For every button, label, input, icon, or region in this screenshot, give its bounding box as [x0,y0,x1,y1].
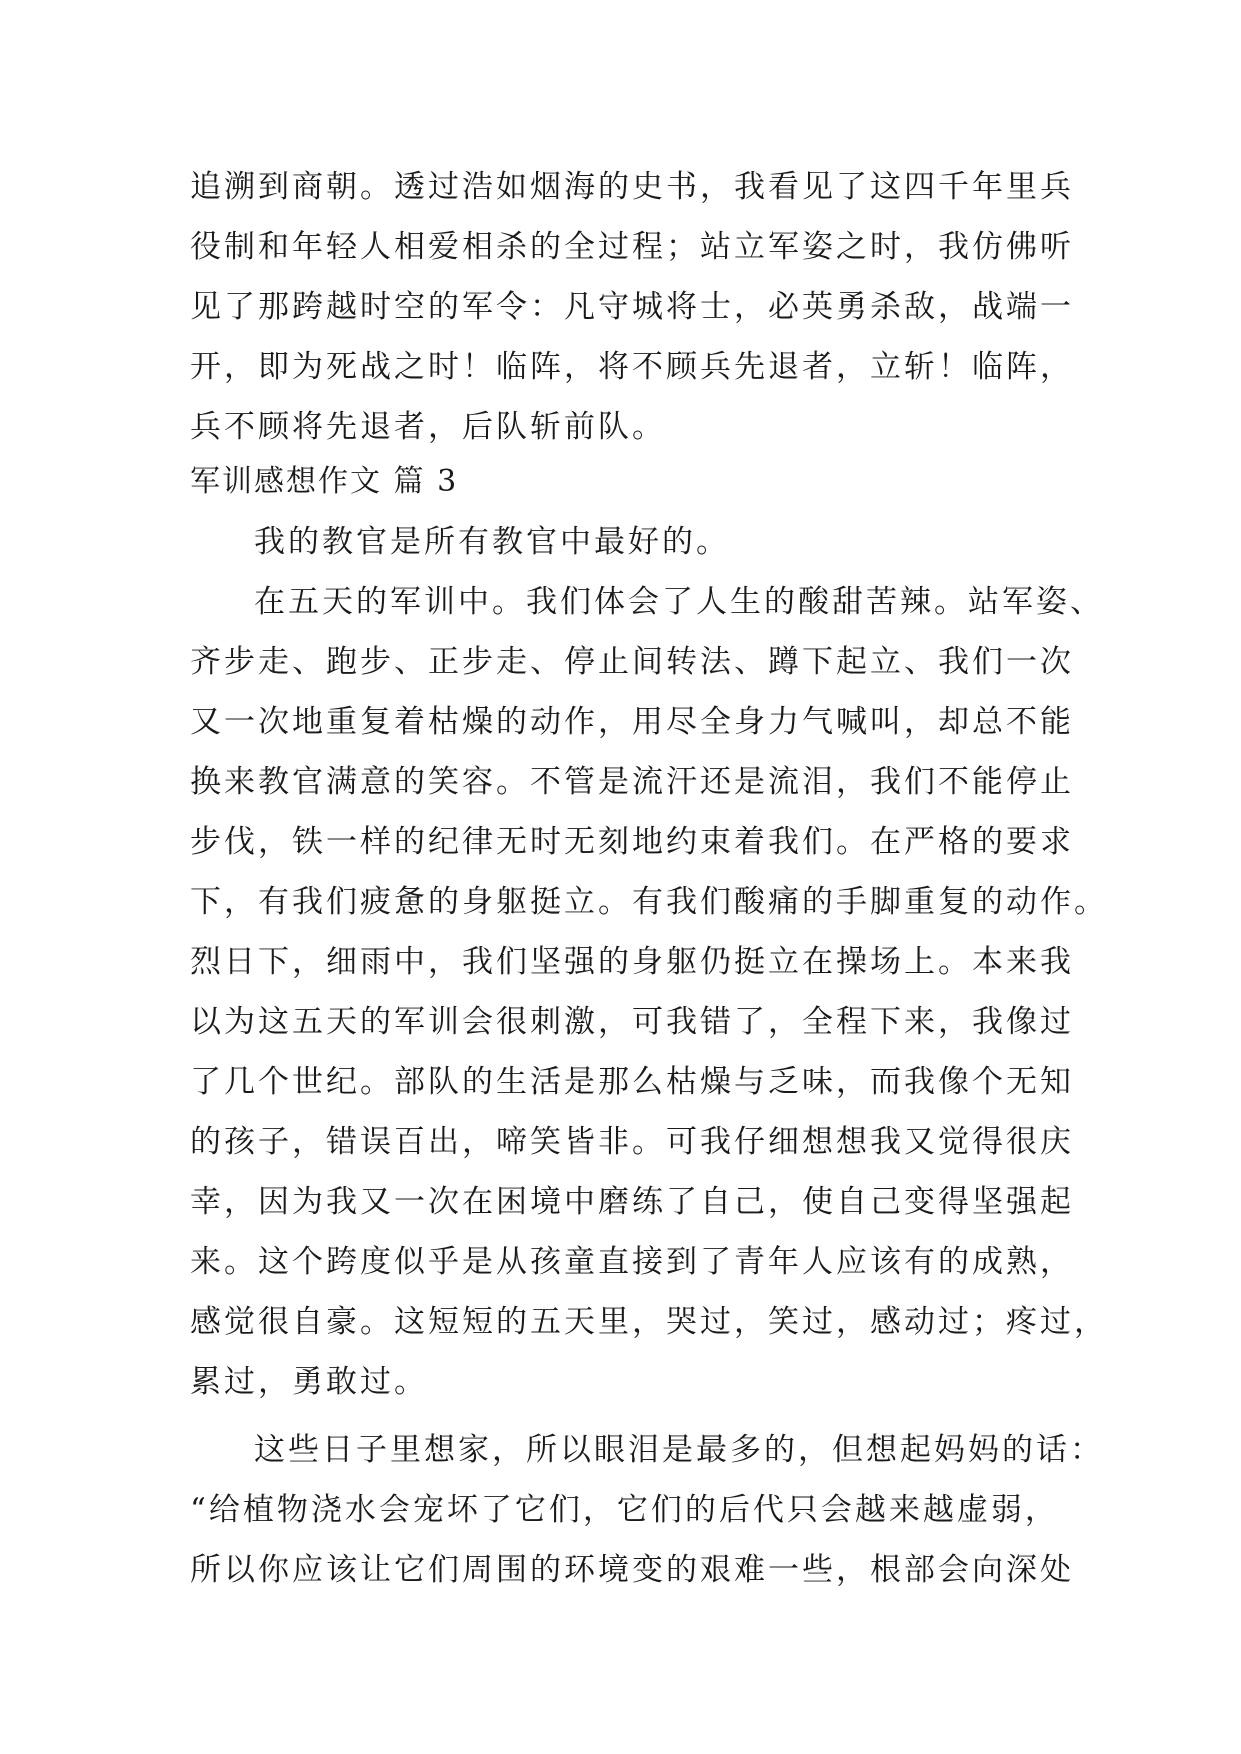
paragraph [190,512,1070,572]
text-line: 齐步走、跑步、正步走、停止间转法、蹲下起立、我们一次 [190,644,1074,680]
section-heading: 军训感想作文 篇 3 [190,464,459,499]
text-line: 在五天的军训中。我们体会了人生的酸甜苦辣。站军姿、 [254,584,1104,620]
text-line: 了几个世纪。部队的生活是那么枯燥与乏味，而我像个无知 [190,1064,1074,1100]
text-line: 我的教官是所有教官中最好的。 [254,524,730,560]
text-line: 幸，因为我又一次在困境中磨练了自己，使自己变得坚强起 [190,1184,1074,1220]
text-line: 又一次地重复着枯燥的动作，用尽全身力气喊叫，却总不能 [190,704,1074,740]
previous-section-tail [190,157,1074,457]
text-line: 烈日下，细雨中，我们坚强的身躯仍挺立在操场上。本来我 [190,944,1074,980]
text-line: 兵不顾将先退者，后队斩前队。 [190,409,666,445]
document-body [190,157,1108,1600]
paragraph [190,1420,1104,1600]
text-line: 的孩子，错误百出，啼笑皆非。可我仔细想想我又觉得很庆 [190,1124,1074,1160]
text-line: 来。这个跨度似乎是从孩童直接到了青年人应该有的成熟， [190,1244,1074,1280]
text-line: 以为这五天的军训会很刺激，可我错了，全程下来，我像过 [190,1004,1074,1040]
text-line: 感觉很自豪。这短短的五天里，哭过，笑过，感动过；疼过， [190,1304,1108,1340]
paragraph [190,572,1108,1412]
text-line: 步伐，铁一样的纪律无时无刻地约束着我们。在严格的要求 [190,824,1074,860]
text-line: 下，有我们疲惫的身躯挺立。有我们酸痛的手脚重复的动作。 [190,884,1108,920]
text-line: 开，即为死战之时！临阵，将不顾兵先退者，立斩！临阵， [190,349,1074,385]
paragraph-spacer [190,1412,1070,1420]
text-line: 追溯到商朝。透过浩如烟海的史书，我看见了这四千年里兵 [190,169,1074,205]
text-line: 见了那跨越时空的军令：凡守城将士，必英勇杀敌，战端一 [190,289,1074,325]
text-line: 这些日子里想家，所以眼泪是最多的，但想起妈妈的话： [254,1432,1104,1468]
text-line: 换来教官满意的笑容。不管是流汗还是流泪，我们不能停止 [190,764,1074,800]
text-line: “给植物浇水会宠坏了它们，它们的后代只会越来越虚弱， [190,1492,1059,1528]
text-line: 累过，勇敢过。 [190,1364,428,1400]
text-line: 所以你应该让它们周围的环境变的艰难一些，根部会向深处 [190,1552,1074,1588]
text-line: 役制和年轻人相爱相杀的全过程；站立军姿之时，我仿佛听 [190,229,1074,265]
